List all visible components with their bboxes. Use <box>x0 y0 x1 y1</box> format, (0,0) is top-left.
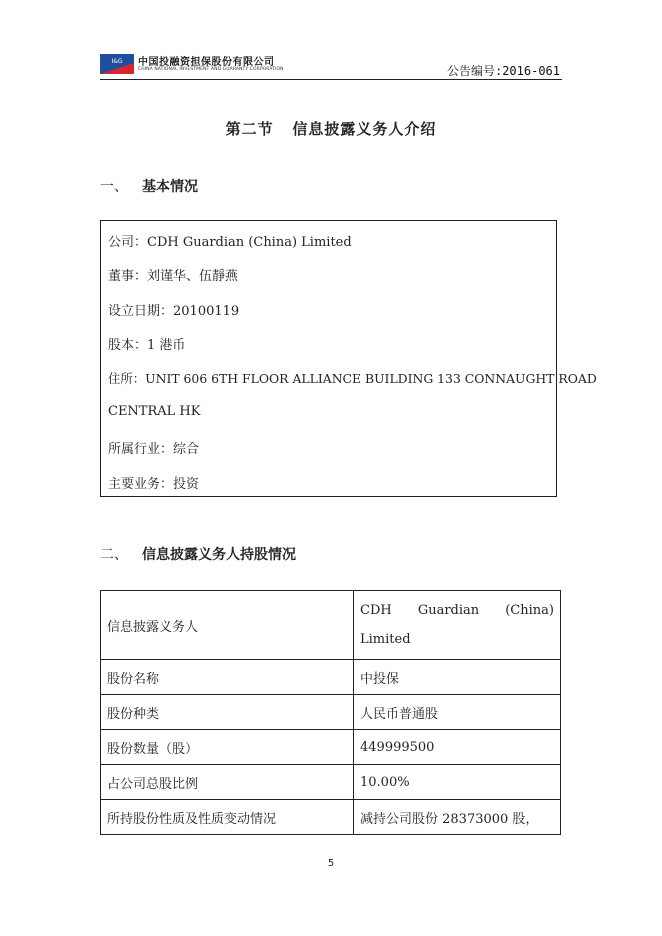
row-label: 信息披露义务人 <box>101 591 354 660</box>
value-word: (China) <box>505 603 554 618</box>
header-divider <box>100 79 562 80</box>
row-label: 股份名称 <box>101 660 354 695</box>
value-word: Guardian <box>417 603 480 618</box>
row-value <box>354 591 561 660</box>
table-row <box>101 730 561 765</box>
row-value: 10.00% <box>354 765 561 800</box>
part1-heading <box>100 176 198 196</box>
part2-number: 二、 <box>100 547 128 563</box>
row-value: 减持公司股份 28373000 股， <box>354 800 561 835</box>
table-row <box>101 765 561 800</box>
company-logo-icon <box>100 54 134 74</box>
row-label: 所持股份性质及性质变动情况 <box>101 800 354 835</box>
company-name-en: CHINA NATIONAL INVESTMENT AND GUARANTY CORPORATION <box>138 67 284 72</box>
info-company: 公司：CDH Guardian (China) Limited <box>108 235 352 250</box>
info-address: 住所：UNIT 606 6TH FLOOR ALLIANCE BUILDING 133 CONNAUGHT ROAD <box>108 371 597 386</box>
row-label: 股份种类 <box>101 695 354 730</box>
row-label: 股份数量（股） <box>101 730 354 765</box>
page-header <box>100 50 562 78</box>
info-established: 设立日期：20100119 <box>108 304 240 319</box>
row-label: 占公司总股比例 <box>101 765 354 800</box>
info-capital: 股本：1 港币 <box>108 338 186 353</box>
page-number: 5 <box>327 858 335 869</box>
table-row <box>101 800 561 835</box>
notice-number: 公告编号:2016-061 <box>446 64 560 78</box>
basic-info-box <box>100 220 597 497</box>
row-value: 中投保 <box>354 660 561 695</box>
row-value: 449999500 <box>354 730 561 765</box>
svg-text:I&G: I&G <box>111 58 123 65</box>
row-value-line1 <box>360 603 554 618</box>
table-row <box>101 591 561 660</box>
part2-heading <box>100 544 296 564</box>
info-directors: 董事：刘谨华、伍靜燕 <box>108 269 239 284</box>
company-name-cn: 中国投融资担保股份有限公司 <box>138 57 275 68</box>
holdings-table <box>100 590 561 835</box>
row-value-line2: Limited <box>360 632 411 647</box>
section-title: 第二节 信息披露义务人介绍 <box>225 120 437 138</box>
info-address-cont: CENTRAL HK <box>108 404 201 419</box>
value-word: CDH <box>360 603 392 618</box>
part2-title: 信息披露义务人持股情况 <box>142 547 296 563</box>
table-row <box>101 660 561 695</box>
info-industry: 所属行业：综合 <box>108 442 200 457</box>
row-value: 人民币普通股 <box>354 695 561 730</box>
info-business: 主要业务：投资 <box>108 477 200 492</box>
table-row <box>101 695 561 730</box>
part1-title: 基本情况 <box>142 179 198 195</box>
part1-number: 一、 <box>100 179 128 195</box>
